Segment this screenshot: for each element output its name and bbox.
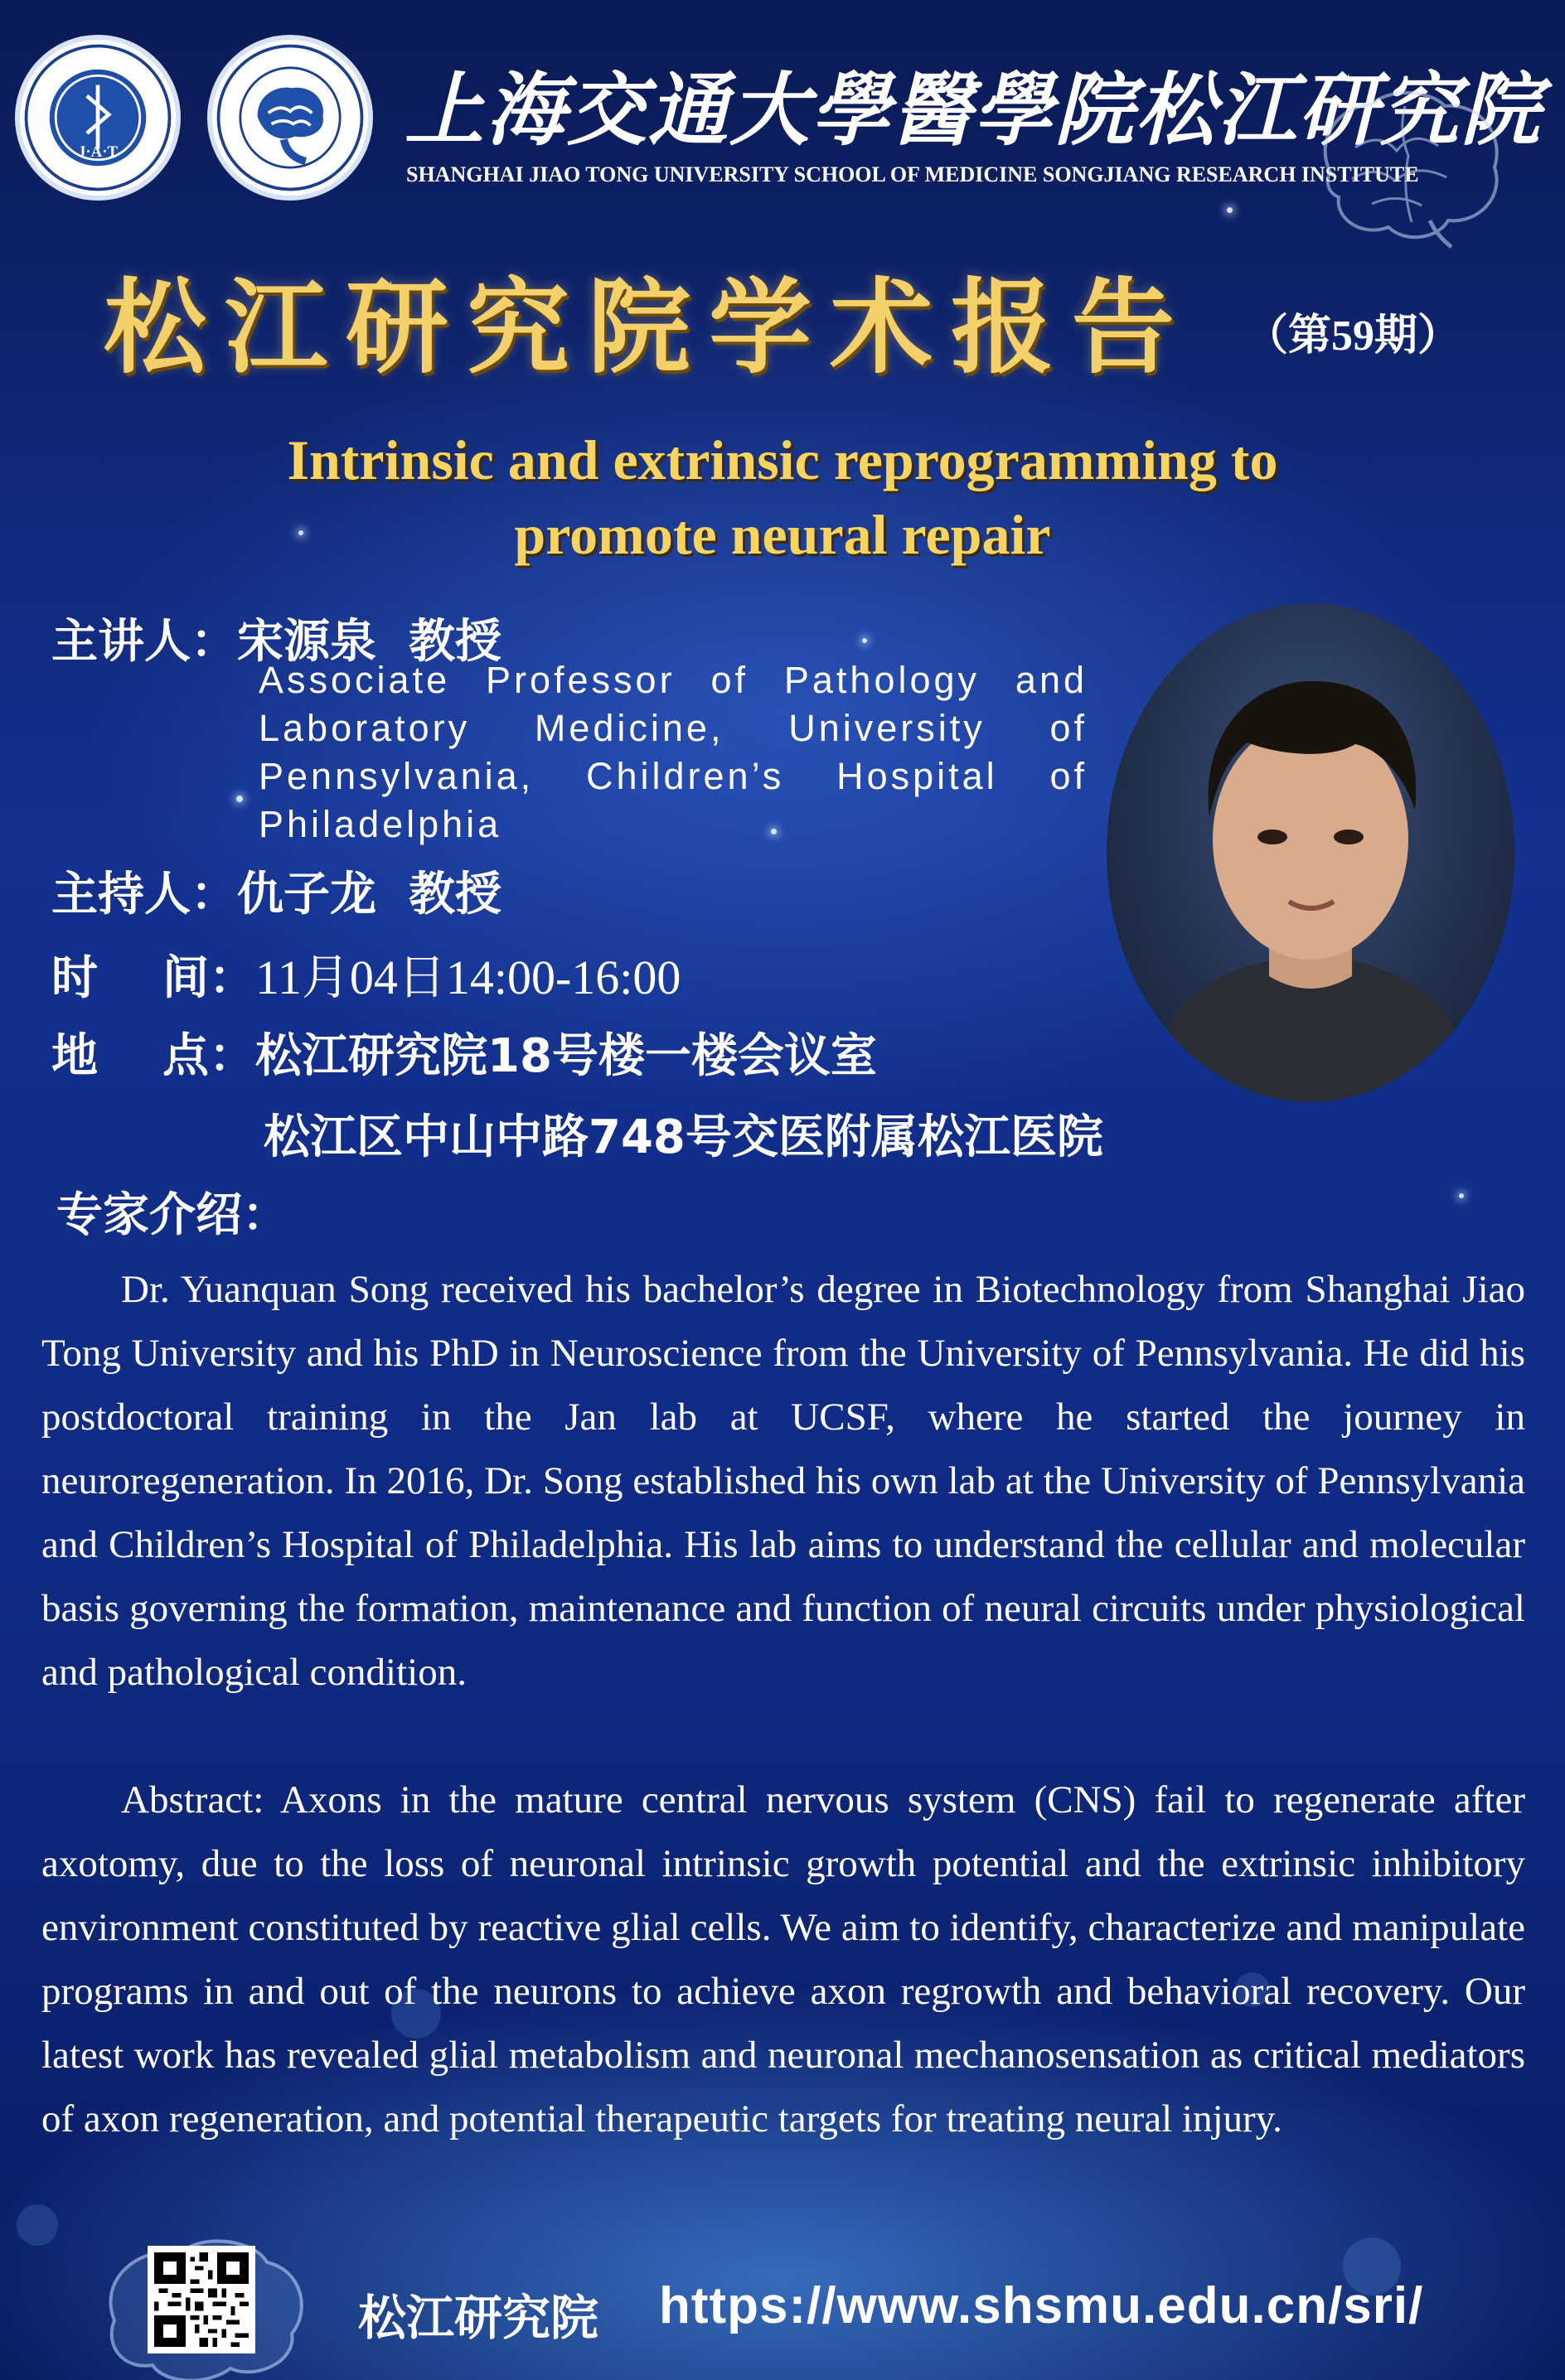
- bio-paragraph: Dr. Yuanquan Song received his bachelor’s degree in Biotechnology from Shanghai Jiao Tong University and his PhD in Neuroscience from the University of Pennsylvania. He did his postdoctoral training in the Jan lab at UCSF, where he started the journey in neuroregeneration. In 2016, Dr. Song established his own lab at the University of Pennsylvania and Children’s Hospital of Philadelphia. His lab aims to understand the cellular and molecular basis governing the formation, maintenance and function of neural circuits under physiological and pathological condition.: [41, 1268, 1525, 1694]
- poster-main-title: 松江研究院学术报告: [104, 268, 1194, 388]
- bokeh-light: [17, 2204, 58, 2246]
- host-row: [51, 858, 501, 924]
- speaker-name: 宋源泉 教授: [237, 615, 501, 669]
- expert-intro-heading: 专家介绍：: [56, 1188, 288, 1242]
- time-value: 11月04日14:00-16:00: [254, 951, 681, 1004]
- qr-code: [148, 2246, 255, 2353]
- footer-org-name: 松江研究院: [358, 2290, 599, 2346]
- talk-title-line-2: promote neural repair: [514, 503, 1051, 566]
- sparkle: [1459, 1193, 1464, 1198]
- place-line-1: 松江研究院18号楼一楼会议室: [254, 1029, 877, 1083]
- brain-outline-icon: [1306, 81, 1513, 255]
- logo-mark-text: J·A·T: [77, 143, 119, 161]
- abstract-paragraph: Abstract: Axons in the mature central nervous system (CNS) fail to regenerate after axotomy, due to the loss of neuronal intrinsic growth potential and the extrinsic inhibitory environment constituted by reactive glial cells. We aim to identify, characterize and manipulate programs in and out of the neurons to achieve axon regrowth and behavioral recovery. Our latest work has revealed glial metabolism and neuronal mechanosensation as critical mediators of axon regeneration, and potential therapeutic targets for treating neural injury.: [41, 1778, 1525, 2141]
- place-row: [51, 1019, 877, 1086]
- issue-number: （第59期）: [1245, 312, 1461, 360]
- speaker-portrait-image: [1107, 603, 1514, 1102]
- sjtu-medicine-logo: [15, 35, 181, 201]
- sparkle: [1227, 207, 1233, 213]
- speaker-label: 主讲人：: [51, 615, 237, 669]
- sparkle: [236, 796, 243, 802]
- songjiang-institute-logo: [207, 35, 373, 201]
- place-label: 地 点：: [51, 1029, 255, 1083]
- speaker-photo: [1107, 603, 1514, 1102]
- speaker-affiliation: Associate Professor of Pathology and Laboratory Medicine, University of Pennsylvania, Children’s Hospital of Philadelphia: [259, 659, 1088, 845]
- talk-title-line-1: Intrinsic and extrinsic reprogramming to: [287, 428, 1278, 491]
- institute-name-chinese: 上海交通大學醫學院松江研究院: [405, 63, 1542, 157]
- host-label: 主持人：: [51, 868, 237, 922]
- sparkle: [862, 638, 867, 643]
- place-line-2: 松江区中山中路748号交医附属松江医院: [264, 1110, 1103, 1164]
- footer-website-link[interactable]: https://www.shsmu.edu.cn/sri/: [659, 2277, 1424, 2334]
- time-row: [51, 938, 681, 1008]
- talk-title: [124, 423, 1441, 572]
- time-label: 时 间：: [51, 951, 255, 1005]
- host-name: 仇子龙 教授: [237, 868, 501, 922]
- place-row-2: [264, 1101, 1103, 1167]
- institute-name-english: SHANGHAI JIAO TONG UNIVERSITY SCHOOL OF MEDICINE SONGJIANG RESEARCH INSTITUTE: [406, 162, 1419, 186]
